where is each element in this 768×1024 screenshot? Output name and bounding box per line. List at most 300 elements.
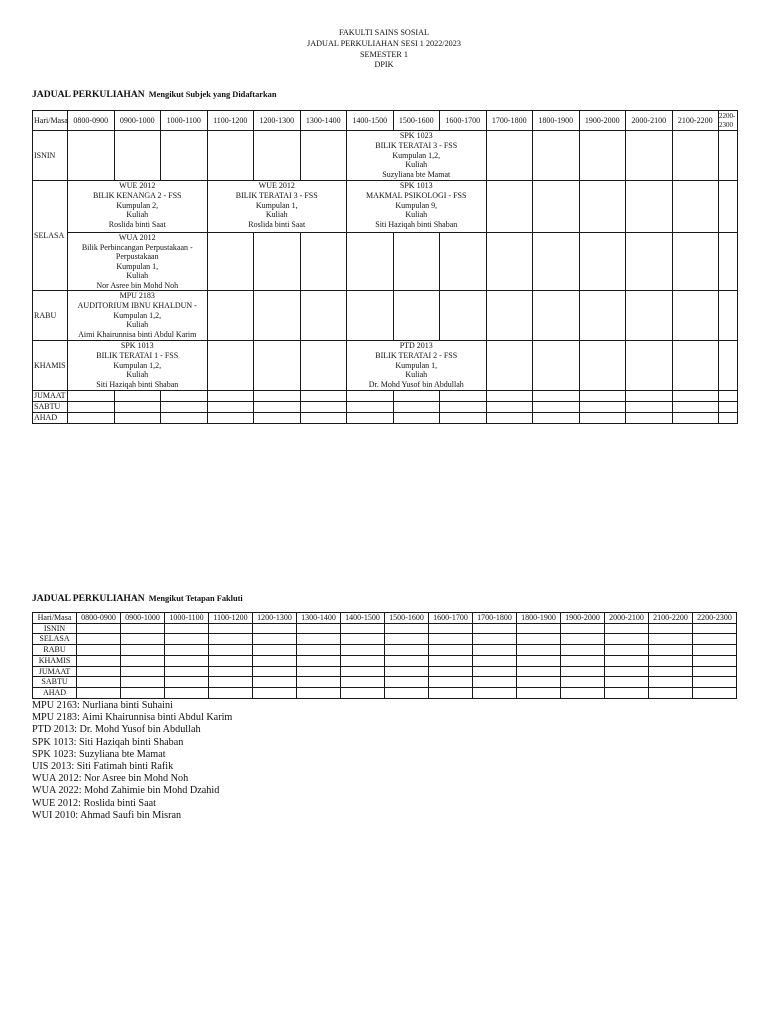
empty-slot <box>207 291 254 341</box>
empty-slot <box>626 233 673 291</box>
time-slot-header: 1000-1100 <box>165 613 209 624</box>
empty-slot <box>579 402 626 413</box>
lecturer-entry: UIS 2013: Siti Fatimah binti Rafik <box>32 761 174 773</box>
empty-slot <box>114 402 161 413</box>
lecturer: Suzyliana bte Mamat <box>382 170 451 180</box>
corner-header: Hari/Masa <box>33 111 68 131</box>
empty-slot <box>254 402 301 413</box>
empty-slot <box>605 666 649 677</box>
header-row <box>33 613 737 624</box>
empty-slot <box>579 291 626 341</box>
group: Kumpulan 1,2, <box>113 310 162 320</box>
day-label: RABU <box>33 291 68 341</box>
empty-slot <box>393 291 440 341</box>
empty-slot <box>561 645 605 656</box>
course-code: SPK 1013 <box>399 181 433 190</box>
corner-header: Hari/Masa <box>33 613 77 624</box>
semester: SEMESTER 1 <box>360 49 408 59</box>
empty-slot <box>693 623 737 634</box>
empty-slot <box>533 181 580 233</box>
empty-slot <box>486 341 533 391</box>
empty-slot <box>517 666 561 677</box>
time-slot-header: 0800-0900 <box>77 613 121 624</box>
empty-slot <box>440 233 487 291</box>
empty-slot <box>77 623 121 634</box>
group: Kumpulan 2, <box>116 200 159 210</box>
empty-slot <box>254 233 301 291</box>
empty-slot <box>605 623 649 634</box>
day-row-selasa <box>33 634 737 645</box>
empty-slot <box>385 634 429 645</box>
empty-slot <box>253 645 297 656</box>
empty-slot <box>561 666 605 677</box>
group: Kumpulan 1, <box>116 261 159 271</box>
time-slot-header: 2200-2300 <box>693 613 737 624</box>
empty-slot <box>605 645 649 656</box>
program-code: DPIK <box>374 60 394 70</box>
empty-slot <box>486 181 533 233</box>
empty-slot <box>165 687 209 698</box>
empty-slot <box>693 677 737 688</box>
empty-slot <box>114 391 161 402</box>
empty-slot <box>347 413 394 424</box>
day-row-sabtu <box>33 402 738 413</box>
timetable-faculty <box>32 612 737 699</box>
time-slot-header: 1200-1300 <box>254 111 301 131</box>
empty-slot <box>385 655 429 666</box>
empty-slot <box>626 391 673 402</box>
empty-slot <box>253 655 297 666</box>
empty-slot <box>121 634 165 645</box>
session-type: Kuliah <box>405 160 428 170</box>
course-code: WUE 2012 <box>258 181 295 190</box>
empty-slot <box>626 181 673 233</box>
time-slot-header: 1700-1800 <box>473 613 517 624</box>
time-slot-header: 1400-1500 <box>341 613 385 624</box>
session-type: Kuliah <box>126 320 149 330</box>
session-type: Kuliah <box>405 370 428 380</box>
empty-slot <box>672 291 719 341</box>
lecturer-entry: MPU 2183: Aimi Khairunnisa binti Abdul Karim <box>32 712 233 724</box>
empty-slot <box>121 687 165 698</box>
empty-slot <box>719 341 738 391</box>
lecturer: Siti Haziqah binti Shaban <box>375 220 458 230</box>
class-block <box>68 291 208 341</box>
time-slot-header: 2100-2200 <box>649 613 693 624</box>
empty-slot <box>486 413 533 424</box>
day-label: ISNIN <box>33 131 68 181</box>
schedule-session: JADUAL PERKULIAHAN SESI 1 2022/2023 <box>307 38 461 48</box>
time-slot-header: 1700-1800 <box>486 111 533 131</box>
empty-slot <box>300 413 347 424</box>
empty-slot <box>161 131 208 181</box>
day-row-khamis <box>33 341 738 391</box>
empty-slot <box>440 402 487 413</box>
time-slot-header: 2200-2300 <box>719 111 738 131</box>
lecturer-entry: SPK 1013: Siti Haziqah binti Shaban <box>32 736 184 748</box>
empty-slot <box>605 655 649 666</box>
time-slot-header: 1500-1600 <box>385 613 429 624</box>
day-label: ISNIN <box>33 623 77 634</box>
empty-slot <box>207 131 254 181</box>
room: BILIK TERATAI 3 - FSS <box>235 190 318 200</box>
day-row-khamis <box>33 655 737 666</box>
empty-slot <box>429 666 473 677</box>
empty-slot <box>517 634 561 645</box>
empty-slot <box>649 623 693 634</box>
empty-slot <box>719 131 738 181</box>
course-code: WUA 2012 <box>118 233 156 242</box>
time-slot-header: 0900-1000 <box>114 111 161 131</box>
empty-slot <box>253 623 297 634</box>
day-row-rabu <box>33 645 737 656</box>
empty-slot <box>649 634 693 645</box>
empty-slot <box>473 634 517 645</box>
empty-slot <box>429 687 473 698</box>
day-row-sabtu <box>33 677 737 688</box>
empty-slot <box>517 687 561 698</box>
empty-slot <box>68 413 115 424</box>
empty-slot <box>341 677 385 688</box>
empty-slot <box>486 291 533 341</box>
empty-slot <box>347 402 394 413</box>
empty-slot <box>207 233 254 291</box>
empty-slot <box>719 413 738 424</box>
lecturer: Nor Asree bin Mohd Noh <box>96 280 179 290</box>
empty-slot <box>207 391 254 402</box>
class-block <box>347 181 487 233</box>
empty-slot <box>393 402 440 413</box>
empty-slot <box>533 131 580 181</box>
lecturer: Roslida binti Saat <box>248 220 306 230</box>
time-slot-header: 1800-1900 <box>533 111 580 131</box>
room: BILIK TERATAI 3 - FSS <box>375 140 458 150</box>
empty-slot <box>209 687 253 698</box>
empty-slot <box>429 623 473 634</box>
empty-slot <box>626 341 673 391</box>
day-label: SABTU <box>33 402 68 413</box>
time-slot-header: 1100-1200 <box>207 111 254 131</box>
day-label: JUMAAT <box>33 666 77 677</box>
section-title: JADUAL PERKULIAHAN <box>32 89 145 100</box>
class-block <box>68 233 208 291</box>
empty-slot <box>207 402 254 413</box>
empty-slot <box>693 645 737 656</box>
empty-slot <box>165 645 209 656</box>
day-label: AHAD <box>33 687 77 698</box>
empty-slot <box>300 391 347 402</box>
empty-slot <box>77 634 121 645</box>
empty-slot <box>300 341 347 391</box>
lecturer: Dr. Mohd Yusof bin Abdullah <box>368 380 464 390</box>
day-row-ahad <box>33 687 737 698</box>
faculty-name: FAKULTI SAINS SOSIAL <box>338 28 430 37</box>
room: BILIK TERATAI 2 - FSS <box>375 350 458 360</box>
empty-slot <box>605 687 649 698</box>
empty-slot <box>114 131 161 181</box>
empty-slot <box>719 291 738 341</box>
empty-slot <box>605 677 649 688</box>
lecturer: Aimi Khairunnisa binti Abdul Karim <box>78 330 197 340</box>
empty-slot <box>207 413 254 424</box>
empty-slot <box>672 341 719 391</box>
section-title-registered <box>32 87 277 101</box>
empty-slot <box>429 645 473 656</box>
empty-slot <box>473 655 517 666</box>
time-slot-header: 0800-0900 <box>68 111 115 131</box>
time-slot-header: 1300-1400 <box>297 613 341 624</box>
empty-slot <box>561 687 605 698</box>
empty-slot <box>649 666 693 677</box>
empty-slot <box>626 291 673 341</box>
empty-slot <box>440 291 487 341</box>
empty-slot <box>68 391 115 402</box>
empty-slot <box>68 402 115 413</box>
empty-slot <box>440 391 487 402</box>
empty-slot <box>533 413 580 424</box>
lecturer-entry: WUA 2012: Nor Asree bin Mohd Noh <box>32 773 189 785</box>
empty-slot <box>561 634 605 645</box>
empty-slot <box>161 391 208 402</box>
empty-slot <box>517 677 561 688</box>
time-slot-header: 1900-2000 <box>561 613 605 624</box>
empty-slot <box>341 666 385 677</box>
day-row-jumaat <box>33 666 737 677</box>
empty-slot <box>300 291 347 341</box>
empty-slot <box>165 666 209 677</box>
empty-slot <box>626 131 673 181</box>
class-block <box>68 181 208 233</box>
session-type: Kuliah <box>126 370 149 380</box>
time-slot-header: 1400-1500 <box>347 111 394 131</box>
empty-slot <box>121 623 165 634</box>
room: Bilik Perbincangan Perpustakaan - <box>81 242 193 252</box>
empty-slot <box>297 645 341 656</box>
empty-slot <box>253 677 297 688</box>
empty-slot <box>672 391 719 402</box>
empty-slot <box>341 645 385 656</box>
section-title: JADUAL PERKULIAHAN <box>32 593 145 604</box>
time-slot-header: 1300-1400 <box>300 111 347 131</box>
time-slot-header: 1600-1700 <box>429 613 473 624</box>
empty-slot <box>579 391 626 402</box>
day-label: KHAMIS <box>33 655 77 666</box>
empty-slot <box>393 233 440 291</box>
empty-slot <box>253 666 297 677</box>
empty-slot <box>77 677 121 688</box>
empty-slot <box>561 677 605 688</box>
course-code: MPU 2183 <box>119 291 155 300</box>
empty-slot <box>672 181 719 233</box>
empty-slot <box>486 402 533 413</box>
empty-slot <box>719 402 738 413</box>
time-slot-header: 1600-1700 <box>440 111 487 131</box>
time-slot-header: 1500-1600 <box>393 111 440 131</box>
empty-slot <box>429 655 473 666</box>
empty-slot <box>440 413 487 424</box>
lecturer-entry: WUE 2012: Roslida binti Saat <box>32 797 156 809</box>
empty-slot <box>347 291 394 341</box>
empty-slot <box>209 666 253 677</box>
class-block <box>347 131 487 181</box>
time-slot-header: 0900-1000 <box>121 613 165 624</box>
empty-slot <box>429 634 473 645</box>
day-row-selasa <box>33 181 738 233</box>
timetable-registered <box>32 110 738 424</box>
empty-slot <box>77 645 121 656</box>
empty-slot <box>672 233 719 291</box>
empty-slot <box>121 655 165 666</box>
empty-slot <box>254 341 301 391</box>
day-label: RABU <box>33 645 77 656</box>
empty-slot <box>161 413 208 424</box>
empty-slot <box>693 655 737 666</box>
empty-slot <box>254 291 301 341</box>
empty-slot <box>649 687 693 698</box>
empty-slot <box>341 687 385 698</box>
day-label: SELASA <box>33 181 68 291</box>
empty-slot <box>473 645 517 656</box>
empty-slot <box>486 233 533 291</box>
empty-slot <box>77 655 121 666</box>
empty-slot <box>300 233 347 291</box>
empty-slot <box>297 623 341 634</box>
empty-slot <box>385 677 429 688</box>
empty-slot <box>77 687 121 698</box>
class-block <box>347 341 487 391</box>
empty-slot <box>579 181 626 233</box>
room: AUDITORIUM IBNU KHALDUN - <box>77 300 197 310</box>
empty-slot <box>121 645 165 656</box>
day-row-isnin <box>33 131 738 181</box>
time-slot-header: 1000-1100 <box>161 111 208 131</box>
empty-slot <box>693 634 737 645</box>
empty-slot <box>693 687 737 698</box>
empty-slot <box>385 666 429 677</box>
empty-slot <box>517 655 561 666</box>
empty-slot <box>209 634 253 645</box>
empty-slot <box>649 655 693 666</box>
time-slot-header: 1800-1900 <box>517 613 561 624</box>
lecturer-entry: SPK 1023: Suzyliana bte Mamat <box>32 748 166 760</box>
empty-slot <box>165 634 209 645</box>
empty-slot <box>254 413 301 424</box>
group: Kumpulan 1,2, <box>113 360 162 370</box>
room: MAKMAL PSIKOLOGI - FSS <box>366 190 467 200</box>
empty-slot <box>341 655 385 666</box>
empty-slot <box>341 634 385 645</box>
day-label: JUMAAT <box>34 391 66 400</box>
lecturer-list <box>32 700 232 822</box>
empty-slot <box>341 623 385 634</box>
day-label: AHAD <box>33 413 68 424</box>
session-type: Kuliah <box>405 210 428 220</box>
day-label: KHAMIS <box>33 341 68 391</box>
empty-slot <box>300 402 347 413</box>
empty-slot <box>561 623 605 634</box>
empty-slot <box>473 623 517 634</box>
empty-slot <box>693 666 737 677</box>
time-slot-header: 1100-1200 <box>209 613 253 624</box>
day-row-jumaat <box>33 391 738 402</box>
empty-slot <box>207 341 254 391</box>
course-code: WUE 2012 <box>119 181 156 190</box>
empty-slot <box>114 413 161 424</box>
course-code: PTD 2013 <box>399 341 433 350</box>
empty-slot <box>517 645 561 656</box>
empty-slot <box>68 131 115 181</box>
section-subtitle: Mengikut Tetapan Fakluti <box>148 594 243 603</box>
empty-slot <box>672 402 719 413</box>
day-row-ahad <box>33 413 738 424</box>
empty-slot <box>533 402 580 413</box>
empty-slot <box>486 131 533 181</box>
empty-slot <box>254 391 301 402</box>
group: Kumpulan 1, <box>395 360 438 370</box>
empty-slot <box>672 131 719 181</box>
session-type: Kuliah <box>265 210 288 220</box>
empty-slot <box>300 131 347 181</box>
session-type: Kuliah <box>126 271 149 280</box>
header-row <box>33 111 738 131</box>
room-continued: Perpustakaan <box>115 252 159 261</box>
time-slot-header: 2100-2200 <box>672 111 719 131</box>
empty-slot <box>533 341 580 391</box>
group: Kumpulan 9, <box>395 200 438 210</box>
day-row-isnin <box>33 623 737 634</box>
empty-slot <box>209 677 253 688</box>
empty-slot <box>719 391 738 402</box>
empty-slot <box>385 623 429 634</box>
day-label: SABTU <box>33 677 77 688</box>
empty-slot <box>719 181 738 233</box>
lecturer: Siti Haziqah binti Shaban <box>96 380 179 390</box>
empty-slot <box>579 413 626 424</box>
empty-slot <box>626 413 673 424</box>
empty-slot <box>393 391 440 402</box>
class-block <box>207 181 347 233</box>
day-row-rabu <box>33 291 738 341</box>
empty-slot <box>209 655 253 666</box>
empty-slot <box>253 634 297 645</box>
empty-slot <box>297 666 341 677</box>
empty-slot <box>533 291 580 341</box>
document-header <box>0 28 768 71</box>
empty-slot <box>473 677 517 688</box>
room: BILIK KENANGA 2 - FSS <box>93 190 182 200</box>
empty-slot <box>719 233 738 291</box>
group: Kumpulan 1, <box>255 200 298 210</box>
empty-slot <box>649 645 693 656</box>
empty-slot <box>429 677 473 688</box>
group: Kumpulan 1,2, <box>392 150 441 160</box>
time-slot-header: 1900-2000 <box>579 111 626 131</box>
empty-slot <box>579 341 626 391</box>
empty-slot <box>347 233 394 291</box>
day-row-selasa-continued <box>33 233 738 291</box>
lecturer-entry: MPU 2163: Nurliana binti Suhaini <box>32 700 173 711</box>
section-subtitle: Mengikut Subjek yang Didaftarkan <box>148 90 277 99</box>
class-block <box>68 341 208 391</box>
empty-slot <box>161 402 208 413</box>
lecturer: Roslida binti Saat <box>108 220 166 230</box>
empty-slot <box>473 687 517 698</box>
empty-slot <box>297 655 341 666</box>
empty-slot <box>579 233 626 291</box>
room: BILIK TERATAI 1 - FSS <box>96 350 179 360</box>
empty-slot <box>649 677 693 688</box>
day-label: SELASA <box>33 634 77 645</box>
